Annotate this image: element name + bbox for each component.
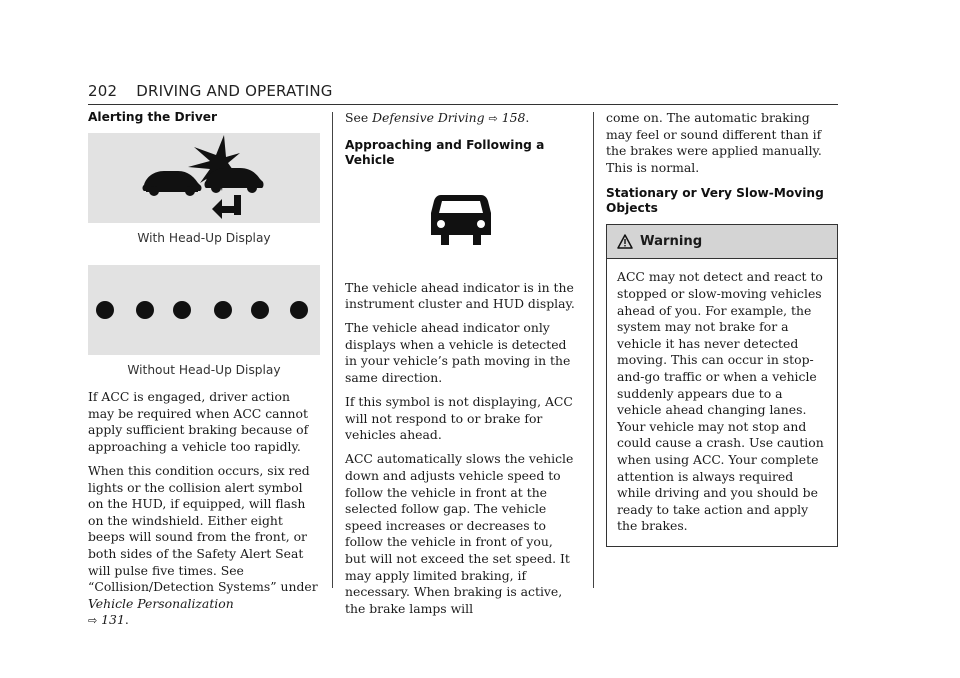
warning-text: ACC may not detect and react to stopped or slow-moving vehicles ahead of you. For example, the system may not brake for a vehicle it has never detected moving. This can occur in stop-and-go traffic or when a vehicle suddenly appears due to a vehicle ahead changing lanes. Your vehicle may not stop and could cause a crash. Use caution when using ACC. Your complete attention is always required while driving and you should be ready to take action and apply the brakes. (617, 269, 824, 534)
paragraph: If this symbol is not displaying, ACC will not respond to or brake for vehicles ahead. (345, 394, 573, 443)
see-label: See (345, 110, 369, 125)
cross-reference[interactable]: Vehicle Personalization (88, 595, 234, 611)
page-header (88, 82, 333, 100)
paragraph (88, 463, 320, 630)
page-number: 202 (88, 82, 118, 100)
cross-reference[interactable]: Defensive Driving (372, 110, 485, 125)
paragraph: ACC automatically slows the vehicle down and adjusts vehicle speed to follow the vehicle in front at the selected follow gap. The vehicle speed increases or decreases to follow the vehicle in front of you, but will not exceed the set speed. It may apply limited braking, if necessary. When braking is active, the brake lamps will (345, 451, 574, 616)
column-divider-1 (332, 112, 333, 588)
heading-stationary-objects: Stationary or Very Slow-Moving Objects (606, 186, 824, 216)
figure-no-hud (88, 265, 320, 355)
column-3 (606, 110, 838, 547)
heading-approaching-following: Approaching and Following a Vehicle (345, 137, 545, 167)
page-reference[interactable]: 131 (101, 612, 125, 628)
see-reference (345, 110, 577, 128)
column-2 (345, 110, 577, 625)
figure-caption-hud: With Head-Up Display (137, 231, 271, 245)
page-reference[interactable]: 158 (501, 110, 526, 125)
page-reference-arrow-icon: ⇨ (488, 112, 498, 125)
paragraph: If ACC is engaged, driver action may be required when ACC cannot apply sufficient braking because of approaching a vehicle too rapidly. (88, 389, 309, 454)
warning-body (607, 259, 837, 546)
collision-alert-icon (88, 133, 320, 223)
warning-box (606, 224, 838, 547)
section-title: DRIVING AND OPERATING (136, 82, 333, 100)
heading-alerting-driver: Alerting the Driver (88, 110, 218, 124)
punctuation: . (525, 110, 530, 125)
vehicle-ahead-icon (429, 191, 493, 247)
warning-title: Warning (640, 233, 703, 249)
warning-header (607, 225, 837, 259)
page-reference-arrow-icon: ⇨ (88, 614, 98, 628)
alert-lights-icon (88, 265, 320, 355)
paragraph: The vehicle ahead indicator is in the instrument cluster and HUD display. (345, 279, 575, 312)
paragraph: The vehicle ahead indicator only displays when a vehicle is detected in your vehicle’s path moving in the same direction. (345, 320, 571, 386)
warning-triangle-icon (617, 234, 633, 249)
figure-caption-no-hud: Without Head-Up Display (127, 362, 281, 377)
figure-hud (88, 133, 320, 223)
figure-vehicle-ahead (345, 174, 577, 264)
column-1 (88, 110, 320, 638)
paragraph: come on. The automatic braking may feel or sound different than if the brakes were applied manually. This is normal. (606, 110, 822, 175)
paragraph-text: When this condition occurs, six red lights or the collision alert symbol on the HUD, if equipped, will flash on the windshield. Either eight beeps will sound from the front, or both sides of the Safety Alert Seat will pulse five times. See “Collision/Detection Systems” under (88, 463, 318, 595)
column-divider-2 (593, 112, 594, 588)
header-rule (88, 104, 838, 105)
punctuation: . (124, 612, 129, 628)
